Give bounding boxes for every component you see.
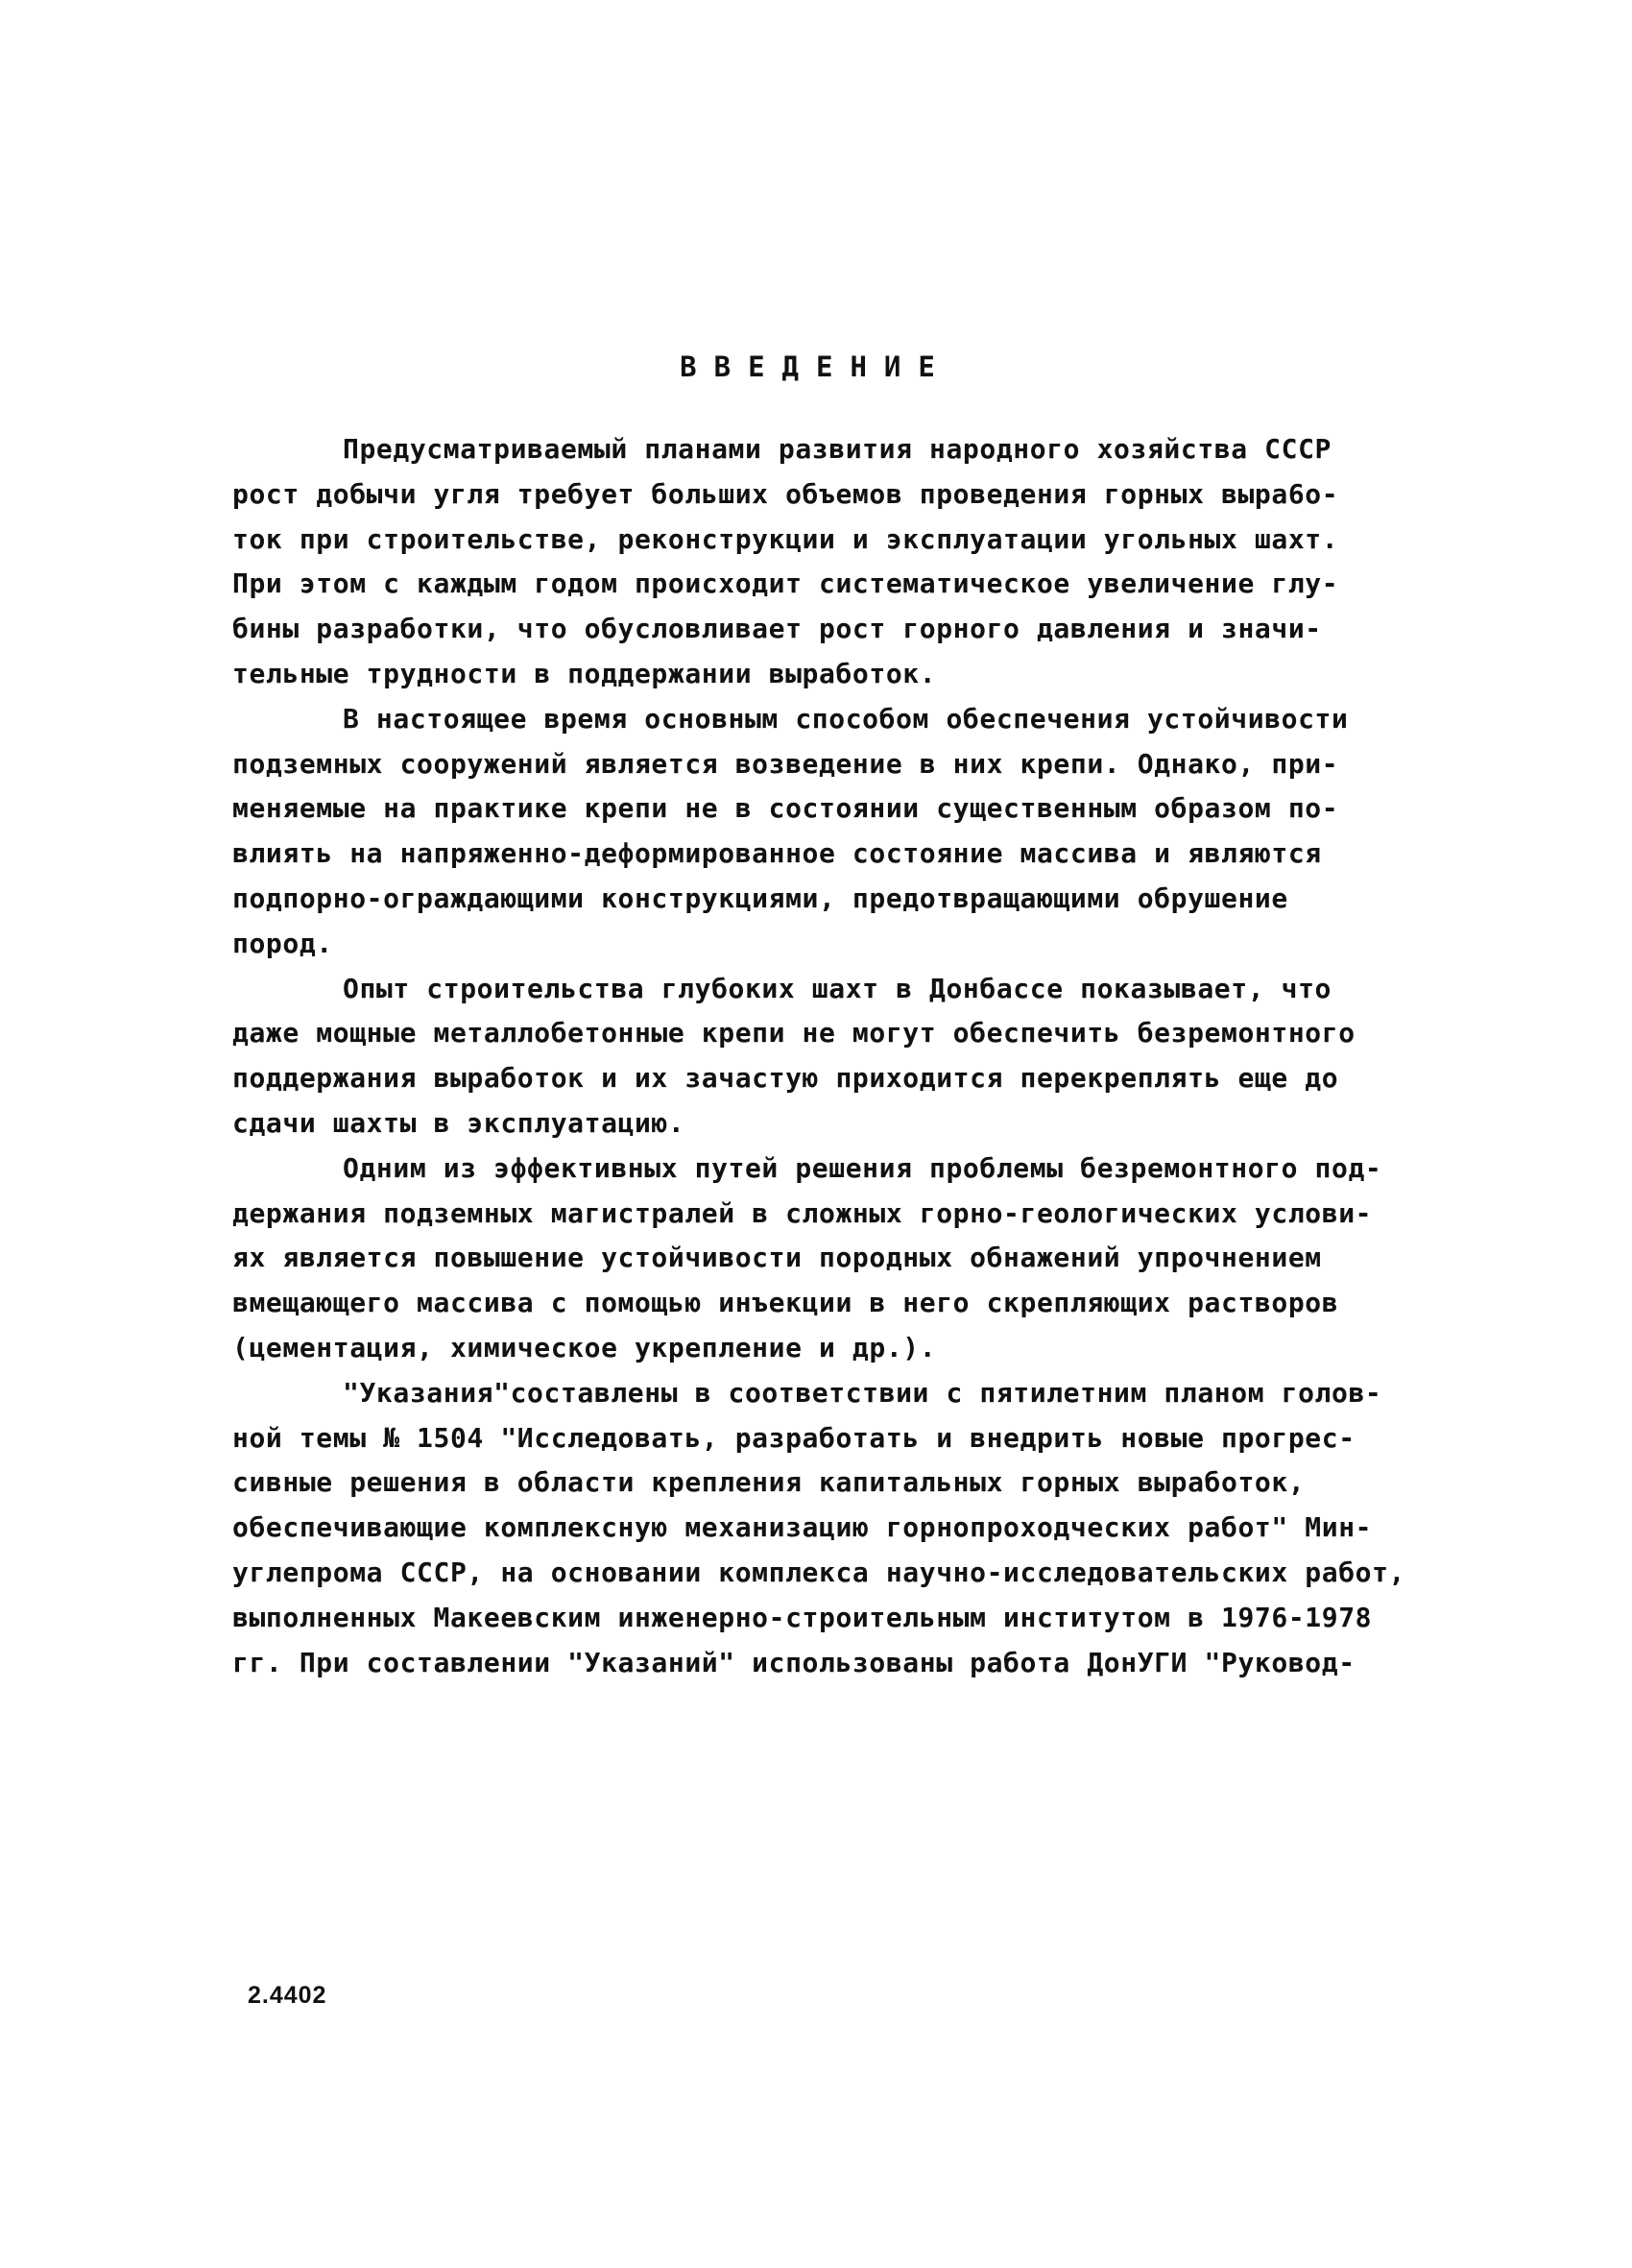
text-line: ной темы № 1504 "Исследовать, разработать и внедрить новые прогрес- [232,1421,1356,1454]
text-line: гг. При составлении "Указаний" использованы работа ДонУГИ "Руковод- [232,1646,1356,1678]
text-line: Опыт строительства глубоких шахт в Донбассе показывает, что [343,972,1332,1004]
text-line: меняемые на практике крепи не в состоянии существенным образом по- [232,792,1339,825]
text-line: (цементация, химическое укрепление и др.). [232,1331,937,1363]
text-line: "Указания"составлены в соответствии с пятилетним планом голов- [343,1376,1382,1409]
text-line: Одним из эффективных путей решения проблемы безремонтного под- [343,1151,1382,1184]
text-line: обеспечивающие комплексную механизацию горнопроходческих работ" Мин- [232,1511,1373,1544]
text-line: тельные трудности в поддержании выработок. [232,657,937,689]
text-line: даже мощные металлобетонные крепи не могут обеспечить безремонтного [232,1017,1356,1050]
text-line: сдачи шахты в эксплуатацию. [232,1106,685,1139]
page-code: 2.4402 [248,1982,327,2009]
text-line: вмещающего массива с помощью инъекции в него скрепляющих растворов [232,1287,1339,1319]
text-line: рост добычи угля требует больших объемов проведения горных выра6о- [232,477,1339,510]
text-line: При этом с каждым годом происходит систематическое увеличение глу- [232,567,1339,600]
text-line: подземных сооружений является возведение в них крепи. Однако, при- [232,747,1339,780]
page-title: ВВЕДЕНИЕ [680,350,952,383]
text-line: Предусматриваемый планами развития народного хозяйства СССР [343,433,1332,465]
text-line: пород. [232,927,333,959]
body-text [232,427,1404,1685]
text-line: держания подземных магистралей в сложных горно-геологических услови- [232,1196,1373,1229]
text-line: поддержания выработок и их зачастую приходится перекреплять еще до [232,1062,1339,1095]
text-line: ях является повышение устойчивости породных обнажений упрочнением [232,1242,1322,1274]
text-line: бины разработки, что обусловливает рост горного давления и значи- [232,613,1322,645]
text-line: В настоящее время основным способом обеспечения устойчивости [343,702,1349,735]
text-line: подпорно-ограждающими конструкциями, предотвращающими обрушение [232,881,1288,914]
text-line: сивные решения в области крепления капитальных горных выработок, [232,1466,1306,1499]
text-line: ток при строительстве, реконструкции и эксплуатации угольных шахт. [232,522,1339,555]
text-line: влиять на напряженно-деформированное состояние массива и являются [232,837,1322,870]
text-line: углепрома СССР, на основании комплекса научно-исследовательских работ, [232,1556,1406,1588]
text-line: выполненных Макеевским инженерно-строительным институтом в 1976-1978 [232,1601,1373,1633]
